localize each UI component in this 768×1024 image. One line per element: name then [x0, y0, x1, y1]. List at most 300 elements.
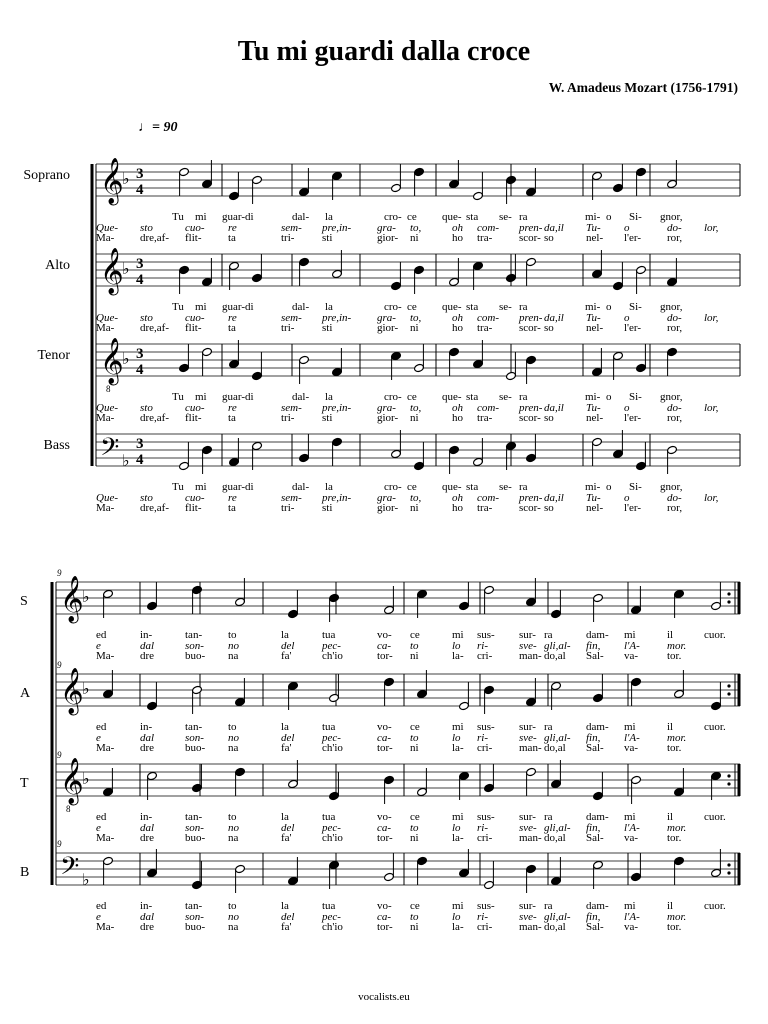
lyric-syllable: no	[228, 821, 239, 834]
lyric-syllable: fa'	[281, 742, 292, 754]
notehead	[229, 457, 240, 466]
notehead	[711, 701, 722, 710]
voice-label-soprano: Soprano	[23, 168, 70, 183]
lyric-syllable: dam-	[586, 900, 609, 912]
voice-abbr-alto: A	[20, 686, 31, 701]
lyric-syllable: man-	[519, 832, 542, 844]
lyric-syllable: tra-	[477, 412, 493, 424]
lyric-syllable: do,al	[544, 921, 566, 933]
lyric-syllable: ce	[410, 900, 420, 912]
lyric-syllable: cuo-	[185, 221, 205, 234]
notehead	[526, 597, 537, 606]
lyric-syllable: ed	[96, 811, 107, 823]
lyric-syllable: mi	[624, 900, 636, 912]
notehead	[636, 363, 647, 372]
lyric-syllable: flit-	[185, 412, 202, 424]
notehead	[147, 601, 158, 610]
lyric-syllable: fa'	[281, 832, 292, 844]
notehead	[332, 437, 343, 446]
lyric-syllable: vo-	[377, 811, 392, 823]
lyric-syllable: Ma-	[96, 502, 115, 514]
notehead	[674, 589, 685, 598]
lyric-syllable: so	[544, 322, 554, 334]
lyric-syllable: dre,af-	[140, 232, 170, 244]
lyric-syllable: flit-	[185, 232, 202, 244]
notehead	[592, 367, 603, 376]
lyric-syllable: ta	[228, 232, 236, 244]
notehead	[329, 593, 340, 602]
lyric-syllable: gnor,	[660, 301, 683, 313]
notehead	[526, 257, 537, 266]
octave-8-marker: 8	[66, 804, 71, 814]
flat-icon: ♭	[82, 587, 90, 606]
lyric-syllable: dre,af-	[140, 412, 170, 424]
voice-label-alto: Alto	[45, 258, 70, 273]
lyric-syllable: que-	[442, 301, 462, 313]
notehead	[299, 453, 310, 462]
lyric-syllable: lo	[452, 731, 461, 744]
lyric-syllable: Ma-	[96, 921, 115, 933]
lyric-syllable: la	[281, 900, 289, 912]
lyric-syllable: in-	[140, 721, 153, 733]
lyric-syllable: del	[281, 910, 295, 923]
notehead	[299, 257, 310, 266]
lyric-syllable: man-	[519, 921, 542, 933]
lyric-syllable: com-	[477, 491, 499, 504]
notehead	[252, 371, 263, 380]
lyric-syllable: mi	[452, 811, 464, 823]
lyric-syllable: mi	[195, 481, 207, 493]
lyric-syllable: sem-	[281, 491, 302, 504]
lyric-syllable: tri-	[281, 502, 295, 514]
lyric-syllable: mor.	[667, 910, 687, 923]
lyric-syllable: mi	[624, 629, 636, 641]
lyric-syllable: scor-	[519, 412, 541, 424]
notehead	[459, 701, 470, 710]
lyric-syllable: ra	[544, 721, 553, 733]
lyric-syllable: cri-	[477, 742, 493, 754]
lyric-syllable: fin,	[586, 910, 601, 923]
notehead	[526, 187, 537, 196]
lyric-syllable: oh	[452, 491, 463, 504]
lyric-syllable: la-	[452, 921, 464, 933]
repeat-dot	[727, 592, 730, 595]
lyric-syllable: pec-	[322, 821, 341, 834]
notehead	[332, 269, 343, 278]
notehead	[593, 860, 604, 869]
notehead	[384, 872, 395, 881]
lyric-syllable: sto	[140, 491, 153, 504]
notehead	[636, 167, 647, 176]
lyric-syllable: mi	[195, 391, 207, 403]
lyric-syllable: buo-	[185, 650, 206, 662]
lyric-syllable: tor.	[667, 832, 682, 844]
repeat-dot	[727, 871, 730, 874]
lyric-syllable: il	[667, 811, 674, 823]
notehead	[202, 445, 213, 454]
lyric-syllable: l'A-	[624, 731, 640, 744]
notehead	[613, 183, 624, 192]
lyric-syllable: sta	[466, 211, 479, 223]
lyric-syllable: tra-	[477, 502, 493, 514]
lyric-syllable: Sal-	[586, 650, 604, 662]
notehead	[391, 351, 402, 360]
notehead	[179, 363, 190, 372]
bass-clef-icon: 𝄢	[100, 433, 120, 468]
notehead	[288, 876, 299, 885]
measure-number: 9	[57, 750, 62, 760]
lyric-syllable: mi	[624, 811, 636, 823]
lyric-syllable: cro-	[384, 211, 402, 223]
lyric-syllable: Que-	[96, 221, 118, 234]
notehead	[202, 179, 213, 188]
measure-number: 9	[57, 660, 62, 670]
time-signature-bottom: 4	[136, 182, 144, 198]
lyric-syllable: dal-	[292, 211, 310, 223]
notehead	[235, 864, 246, 873]
lyric-syllable: buo-	[185, 832, 206, 844]
lyric-syllable: gior-	[377, 232, 399, 244]
notehead	[526, 355, 537, 364]
lyric-syllable: pre,in-	[322, 311, 352, 324]
notehead	[147, 701, 158, 710]
lyric-syllable: pec-	[322, 910, 341, 923]
lyric-syllable: do,al	[544, 832, 566, 844]
lyric-syllable: flit-	[185, 322, 202, 334]
notehead	[484, 783, 495, 792]
lyric-syllable: tua	[322, 900, 336, 912]
notehead	[235, 767, 246, 776]
lyric-syllable: il	[667, 721, 674, 733]
lyric-syllable: ri-	[477, 639, 488, 652]
lyric-syllable: Tu-	[586, 311, 601, 324]
lyric-syllable: da,il	[544, 401, 564, 414]
time-signature-bottom: 4	[136, 362, 144, 378]
lyric-syllable: la	[325, 211, 333, 223]
lyric-syllable: Si-	[629, 391, 642, 403]
notehead	[391, 183, 402, 192]
lyric-syllable: cuo-	[185, 311, 205, 324]
tempo-value: = 90	[152, 120, 178, 135]
lyric-syllable: Que-	[96, 311, 118, 324]
lyric-syllable: ca-	[377, 821, 392, 834]
notehead	[667, 179, 678, 188]
lyric-syllable: ra	[544, 811, 553, 823]
notehead	[631, 775, 642, 784]
lyric-syllable: mi-	[585, 481, 601, 493]
lyric-syllable: dal-	[292, 391, 310, 403]
notehead	[449, 347, 460, 356]
notehead	[506, 441, 517, 450]
lyric-syllable: gli,al-	[544, 910, 571, 923]
page-title: Tu mi guardi dalla croce	[237, 36, 531, 67]
voice-abbr-soprano: S	[20, 594, 28, 609]
lyric-syllable: di	[245, 301, 254, 313]
lyric-syllable: ed	[96, 721, 107, 733]
notehead	[202, 277, 213, 286]
lyric-syllable: va-	[624, 832, 639, 844]
notehead	[417, 689, 428, 698]
composer-credit: W. Amadeus Mozart (1756-1791)	[548, 80, 738, 95]
lyric-syllable: tan-	[185, 629, 203, 641]
lyric-syllable: do-	[667, 491, 682, 504]
lyric-syllable: ni	[410, 412, 419, 424]
lyric-syllable: com-	[477, 401, 499, 414]
lyric-syllable: com-	[477, 221, 499, 234]
lyric-syllable: Tu-	[586, 221, 601, 234]
lyric-syllable: va-	[624, 921, 639, 933]
notehead	[252, 175, 263, 184]
notehead	[391, 449, 402, 458]
lyric-syllable: ra	[544, 629, 553, 641]
lyric-syllable: se-	[499, 301, 512, 313]
lyric-syllable: cuor.	[704, 721, 726, 733]
lyric-syllable: sto	[140, 311, 153, 324]
lyric-syllable: sus-	[477, 629, 495, 641]
lyric-syllable: gra-	[377, 401, 396, 414]
lyric-syllable: o	[606, 211, 612, 223]
lyric-syllable: gnor,	[660, 391, 683, 403]
lyric-syllable: va-	[624, 742, 639, 754]
lyric-syllable: re	[228, 491, 237, 504]
measure-number: 9	[57, 839, 62, 849]
lyric-syllable: tua	[322, 629, 336, 641]
lyric-syllable: Sal-	[586, 742, 604, 754]
notehead	[329, 860, 340, 869]
notehead	[192, 685, 203, 694]
lyric-syllable: to	[228, 811, 237, 823]
notehead	[103, 787, 114, 796]
lyric-syllable: ed	[96, 629, 107, 641]
lyric-syllable: dal	[140, 731, 155, 744]
notehead	[674, 787, 685, 796]
lyric-syllable: sve-	[519, 910, 537, 923]
flat-icon: ♭	[122, 349, 130, 368]
notehead	[592, 437, 603, 446]
lyric-syllable: Tu	[172, 301, 184, 313]
notehead	[484, 685, 495, 694]
lyric-syllable: sem-	[281, 311, 302, 324]
lyric-syllable: sur-	[519, 900, 536, 912]
lyric-syllable: sem-	[281, 401, 302, 414]
lyric-syllable: to,	[410, 401, 422, 414]
lyric-syllable: ta	[228, 322, 236, 334]
lyric-syllable: pren-	[519, 401, 543, 414]
lyric-syllable: Ma-	[96, 232, 115, 244]
treble-clef-icon: 𝄞	[60, 576, 84, 622]
notehead	[414, 363, 425, 372]
notehead	[711, 601, 722, 610]
lyric-syllable: ce	[410, 811, 420, 823]
lyric-syllable: il	[667, 900, 674, 912]
lyric-syllable: tan-	[185, 811, 203, 823]
lyric-syllable: ta	[228, 412, 236, 424]
notehead	[473, 191, 484, 200]
lyric-syllable: l'A-	[624, 639, 640, 652]
repeat-dot	[727, 600, 730, 603]
notehead	[229, 261, 240, 270]
lyric-syllable: gli,al-	[544, 821, 571, 834]
lyric-syllable: o	[606, 391, 612, 403]
lyric-syllable: l'er-	[624, 232, 642, 244]
lyric-syllable: ce	[410, 629, 420, 641]
lyric-syllable: gnor,	[660, 481, 683, 493]
notehead	[526, 453, 537, 462]
lyric-syllable: dal	[140, 639, 155, 652]
notehead	[384, 605, 395, 614]
notehead	[667, 277, 678, 286]
notehead	[473, 359, 484, 368]
lyric-syllable: Tu-	[586, 401, 601, 414]
lyric-syllable: dal-	[292, 481, 310, 493]
lyric-syllable: vo-	[377, 721, 392, 733]
lyric-syllable: lor,	[704, 401, 719, 414]
repeat-dot	[727, 684, 730, 687]
lyric-syllable: com-	[477, 311, 499, 324]
notehead	[192, 783, 203, 792]
lyric-syllable: Si-	[629, 301, 642, 313]
lyric-syllable: sta	[466, 301, 479, 313]
notehead	[459, 601, 470, 610]
lyric-syllable: tor-	[377, 921, 393, 933]
lyric-syllable: to	[228, 900, 237, 912]
lyric-syllable: Tu-	[586, 491, 601, 504]
notehead	[417, 856, 428, 865]
lyric-syllable: lor,	[704, 311, 719, 324]
notehead	[288, 779, 299, 788]
voice-abbr-tenor: T	[20, 776, 29, 791]
lyric-syllable: dre	[140, 742, 155, 754]
lyric-syllable: ca-	[377, 639, 392, 652]
lyric-syllable: Que-	[96, 401, 118, 414]
time-signature-bottom: 4	[136, 452, 144, 468]
flat-icon: ♭	[122, 169, 130, 188]
notehead	[252, 273, 263, 282]
lyric-syllable: dam-	[586, 721, 609, 733]
lyric-syllable: sem-	[281, 221, 302, 234]
lyric-syllable: l'er-	[624, 412, 642, 424]
lyric-syllable: que-	[442, 211, 462, 223]
lyric-syllable: pre,in-	[322, 401, 352, 414]
lyric-syllable: da,il	[544, 491, 564, 504]
lyric-syllable: Sal-	[586, 832, 604, 844]
lyric-syllable: se-	[499, 481, 512, 493]
notehead	[449, 445, 460, 454]
lyric-syllable: tor-	[377, 650, 393, 662]
lyric-syllable: gior-	[377, 322, 399, 334]
lyric-syllable: do-	[667, 401, 682, 414]
lyric-syllable: cro-	[384, 481, 402, 493]
lyric-syllable: e	[96, 639, 101, 652]
notehead	[414, 461, 425, 470]
lyric-syllable: guar-	[222, 301, 245, 313]
lyric-syllable: sti	[322, 412, 333, 424]
lyric-syllable: to	[410, 639, 419, 652]
lyric-syllable: Tu	[172, 391, 184, 403]
lyric-syllable: mi-	[585, 211, 601, 223]
lyric-syllable: gli,al-	[544, 639, 571, 652]
lyric-syllable: ra	[519, 301, 528, 313]
lyric-syllable: va-	[624, 650, 639, 662]
notehead	[473, 261, 484, 270]
lyric-syllable: tri-	[281, 232, 295, 244]
lyric-syllable: o	[624, 401, 630, 414]
lyric-syllable: sve-	[519, 731, 537, 744]
lyric-syllable: dal	[140, 910, 155, 923]
lyric-syllable: to	[410, 910, 419, 923]
lyric-syllable: di	[245, 481, 254, 493]
notehead	[613, 281, 624, 290]
notehead	[593, 593, 604, 602]
lyric-syllable: oh	[452, 221, 463, 234]
notehead	[179, 461, 190, 470]
lyric-syllable: gnor,	[660, 211, 683, 223]
lyric-syllable: ni	[410, 232, 419, 244]
lyric-syllable: gli,al-	[544, 731, 571, 744]
lyric-syllable: Tu	[172, 211, 184, 223]
notehead	[636, 461, 647, 470]
notehead	[674, 689, 685, 698]
notehead	[459, 868, 470, 877]
notehead	[674, 856, 685, 865]
lyric-syllable: to,	[410, 491, 422, 504]
notehead	[551, 779, 562, 788]
lyric-syllable: no	[228, 731, 239, 744]
notehead	[391, 281, 402, 290]
lyric-syllable: sur-	[519, 629, 536, 641]
lyric-syllable: scor-	[519, 322, 541, 334]
lyric-syllable: Tu	[172, 481, 184, 493]
lyric-syllable: ce	[407, 211, 417, 223]
lyric-syllable: pre,in-	[322, 221, 352, 234]
lyric-syllable: da,il	[544, 221, 564, 234]
lyric-syllable: Sal-	[586, 921, 604, 933]
lyric-syllable: ri-	[477, 731, 488, 744]
lyric-syllable: tra-	[477, 322, 493, 334]
lyric-syllable: ce	[410, 721, 420, 733]
lyric-syllable: tor-	[377, 742, 393, 754]
lyric-syllable: so	[544, 502, 554, 514]
lyric-syllable: ce	[407, 391, 417, 403]
notehead	[593, 791, 604, 800]
notehead	[384, 775, 395, 784]
lyric-syllable: gra-	[377, 311, 396, 324]
notehead	[288, 681, 299, 690]
notehead	[299, 187, 310, 196]
lyric-syllable: scor-	[519, 232, 541, 244]
lyric-syllable: cri-	[477, 650, 493, 662]
lyric-syllable: sur-	[519, 721, 536, 733]
lyric-syllable: scor-	[519, 502, 541, 514]
notehead	[229, 191, 240, 200]
lyric-syllable: tor-	[377, 832, 393, 844]
lyric-syllable: ho	[452, 232, 463, 244]
lyric-syllable: sti	[322, 502, 333, 514]
lyric-syllable: l'er-	[624, 322, 642, 334]
lyric-syllable: sur-	[519, 811, 536, 823]
notehead	[329, 693, 340, 702]
repeat-dot	[727, 863, 730, 866]
notehead	[192, 585, 203, 594]
lyric-syllable: mor.	[667, 639, 687, 652]
lyric-syllable: na	[228, 742, 239, 754]
notehead	[636, 265, 647, 274]
lyric-syllable: lo	[452, 639, 461, 652]
lyric-syllable: mi	[195, 211, 207, 223]
lyric-syllable: dre	[140, 921, 155, 933]
lyric-syllable: ra	[519, 481, 528, 493]
bass-clef-icon: 𝄢	[60, 852, 80, 887]
